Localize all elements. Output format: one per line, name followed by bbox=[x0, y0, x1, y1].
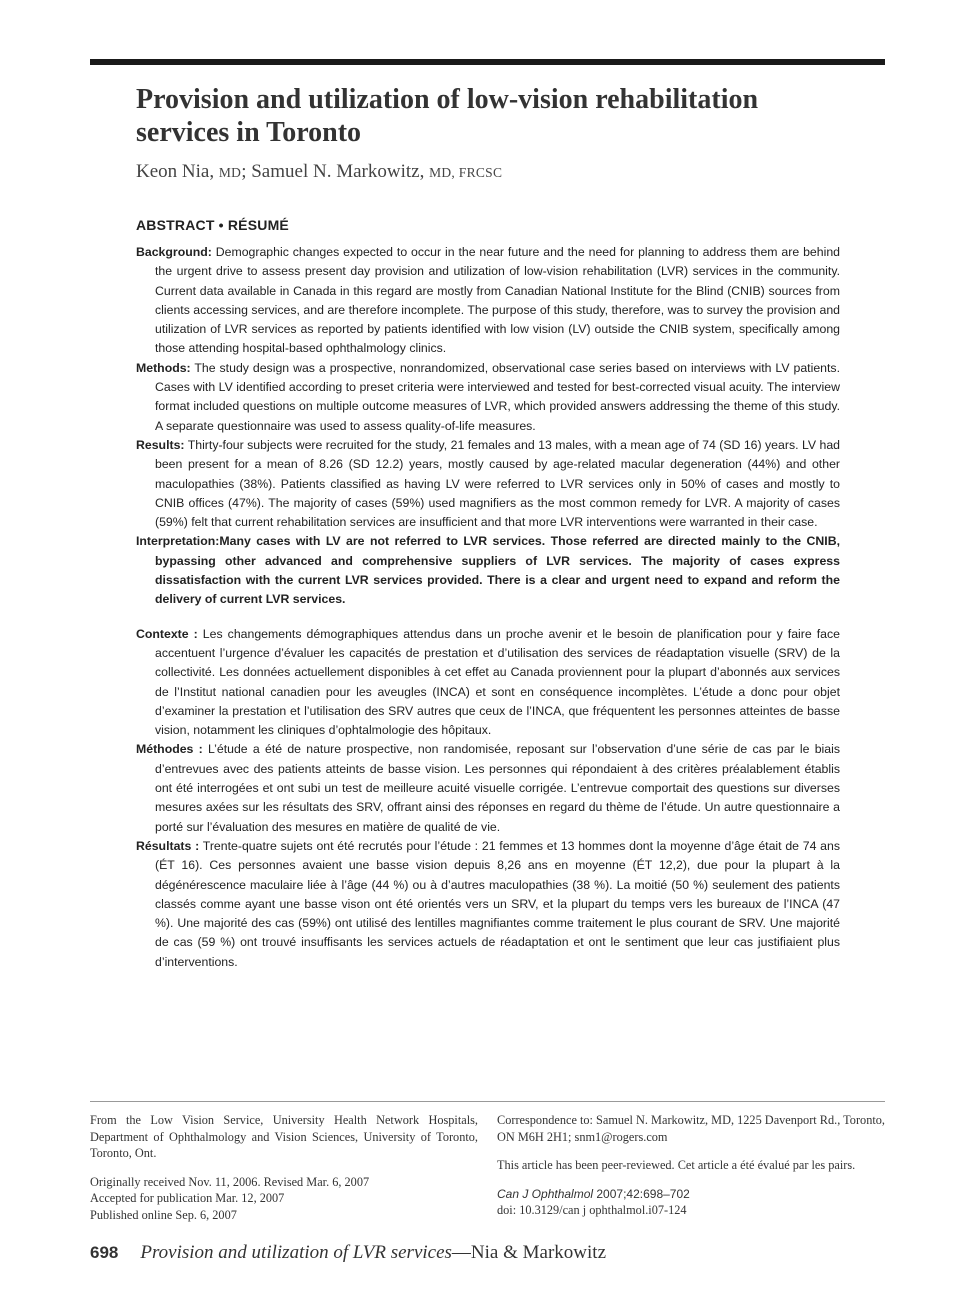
page-footer bbox=[90, 1242, 606, 1264]
section-label: Résultats : bbox=[136, 838, 200, 853]
affiliation-note: From the Low Vision Service, University Health Network Hospitals, Department of Ophthalmology and Vision Sciences, University of Toronto, Toronto, Ont. bbox=[90, 1113, 478, 1160]
resume-methodes bbox=[136, 740, 840, 836]
section-label: Méthodes : bbox=[136, 742, 203, 757]
author-2-name: Samuel N. Markowitz, bbox=[251, 161, 425, 182]
section-text: Many cases with LV are not referred to LVR services. Those referred are directed mainly to the CNIB, bypassing other advanced and comprehensive suppliers of LVR services. The majority of cases express dissatisfaction with the current LVR services provided. There is a clear and urgent need to expand and reform the delivery of current LVR services. bbox=[155, 534, 840, 607]
journal-citation bbox=[497, 1186, 885, 1203]
section-label: Results: bbox=[136, 437, 185, 452]
journal-volume: 2007;42:698–702 bbox=[593, 1186, 690, 1201]
abstract-interpretation bbox=[136, 532, 840, 609]
section-label: Methods: bbox=[136, 360, 191, 375]
doi: doi: 10.3129/can j ophthalmol.i07-124 bbox=[497, 1203, 687, 1217]
publication-dates bbox=[90, 1174, 478, 1224]
section-text: L’étude a été de nature prospective, non randomisée, reposant sur l’observation d’une série de cas par le biais d’entrevues avec des patients atteints de basse vision. Les personnes qui répondaient à des critères préalablement établis ont été interrogées et ont subi un test de meilleure acuité visuelle corrigée. L’entrevue comportait des questions sur diverses mesures axées sur les résultats des SRV, offrant ainsi des réponses en regard du thème de l’étude. Un autre questionnaire a porté sur l’évaluation des mesures en matière de qualité de vie. bbox=[155, 742, 840, 834]
author-1-degree: MD bbox=[218, 165, 242, 180]
section-label: Interpretation: bbox=[136, 534, 220, 549]
section-label: Contexte : bbox=[136, 626, 198, 641]
abstract-background bbox=[136, 243, 840, 359]
resume-resultats bbox=[136, 837, 840, 972]
published-date: Published online Sep. 6, 2007 bbox=[90, 1207, 237, 1222]
footnotes-right bbox=[497, 1112, 885, 1219]
section-text: The study design was a prospective, nonrandomized, observational case series based on interviews with LV patients. Cases with LV identified according to preset criteria were interviewed and tested for best-corrected visual acuity. The interview format included questions on multiple outcome measures of LVR, which provided answers addressing the theme of this study. A separate questionnaire was used to assess quality-of-life measures. bbox=[155, 360, 840, 433]
journal-name: Can J Ophthalmol bbox=[497, 1186, 594, 1201]
running-authors: —Nia & Markowitz bbox=[451, 1242, 606, 1263]
author-1-name: Keon Nia, bbox=[136, 161, 215, 182]
accepted-date: Accepted for publication Mar. 12, 2007 bbox=[90, 1191, 285, 1205]
article-title: Provision and utilization of low-vision rehabilitation services in Toronto bbox=[136, 84, 759, 148]
author-separator: ; bbox=[241, 161, 247, 182]
footnote-rule bbox=[90, 1101, 885, 1102]
received-date: Originally received Nov. 11, 2006. Revised Mar. 6, 2007 bbox=[90, 1174, 370, 1189]
footnotes-left bbox=[90, 1112, 478, 1223]
correspondence-note: Correspondence to: Samuel N. Markowitz, MD, 1225 Davenport Rd., Toronto, ON M6H 2H1; snm1@rogers.com bbox=[497, 1113, 885, 1144]
abstract-methods bbox=[136, 359, 840, 436]
section-text: Les changements démographiques attendus dans un proche avenir et le besoin de planification pour y faire face accentuent l’urgence d’évaluer les capacités de prestation et d’utilisation des services de réadaptation visuelle (SRV) de la collectivité. Les données actuellement disponibles à cet effet au Canada proviennent pour la plupart d’abonnés aux services de l’Institut national canadien pour les aveugles (INCA) et sont en conséquence incomplètes. L’étude a donc pour objet d’examiner la prestation et l’utilisation des SRV autres que ceux de l’INCA, que fréquentent les personnes atteintes de basse vision, notamment les cliniques d’ophtalmologie des hôpitaux. bbox=[155, 626, 840, 738]
abstract-heading: ABSTRACT • RÉSUMÉ bbox=[136, 217, 289, 233]
author-list bbox=[136, 161, 856, 183]
author-2-degree: MD, FRCSC bbox=[429, 165, 503, 180]
section-label: Background: bbox=[136, 245, 212, 259]
section-text: Trente-quatre sujets ont été recrutés pour l’étude : 21 femmes et 13 hommes dont la moyenne d’âge était de 74 ans (ÉT 16). Ces personnes avaient une basse vision depuis 8,26 ans en moyenne (ÉT 12,2), due pour la plupart à la dégénérescence maculaire liée à l’âge (44 %) ou à d’autres maculopathies (38 %). La moitié (50 %) seulement des patients classés comme ayant une basse vison ont été orientés vers un SRV, et la plupart du temps vers les bureaux de l’INCA (47 %). Une majorité des cas (59%) ont utilisé des lentilles magnifiantes comme traitement le plus courant de SRV. Une majorité de cas (59 %) ont trouvé insuffisants les services actuels de réadaptation et ont le sentiment que leur cas justifiaient plus d’interventions. bbox=[155, 838, 841, 969]
resume-contexte bbox=[136, 625, 840, 741]
abstract-body bbox=[136, 243, 840, 972]
page-number: 698 bbox=[90, 1243, 119, 1262]
top-rule bbox=[90, 59, 885, 65]
section-text: Demographic changes expected to occur in the near future and the need for planning to address them are behind the urgent drive to assess present day provision and utilization of low-vision rehabilitation (LVR) services in the community. Current data available in Canada in this regard are mostly from Canadian National Institute for the Blind (CNIB) sources from clients accessing services, and are therefore incomplete. The purpose of this study, therefore, was to survey the provision and utilization of LVR services as reported by patients identified with low vision (LV) outside the CNIB system, specifically among those attending hospital-based ophthalmology clinics. bbox=[155, 245, 840, 356]
abstract-results bbox=[136, 436, 840, 532]
section-text: Thirty-four subjects were recruited for the study, 21 females and 13 males, with a mean age of 74 (SD 16) years. LV had been present for a mean of 8.26 (SD 12.2) years, mostly caused by age-related macular degeneration (44%) and other maculopathies (38%). Patients classified as having LV were referred to LVR services only in 50% of cases and mostly to CNIB offices (47%). The majority of cases (59%) used magnifiers as the most common remedy for LVR. A majority of cases (59%) felt that current rehabilitation services are insufficient and that more LVR interventions were warranted in their case. bbox=[155, 437, 840, 530]
peer-review-note: This article has been peer-reviewed. Cet article a été évalué par les pairs. bbox=[497, 1158, 856, 1172]
running-title: Provision and utilization of LVR services bbox=[140, 1242, 452, 1263]
